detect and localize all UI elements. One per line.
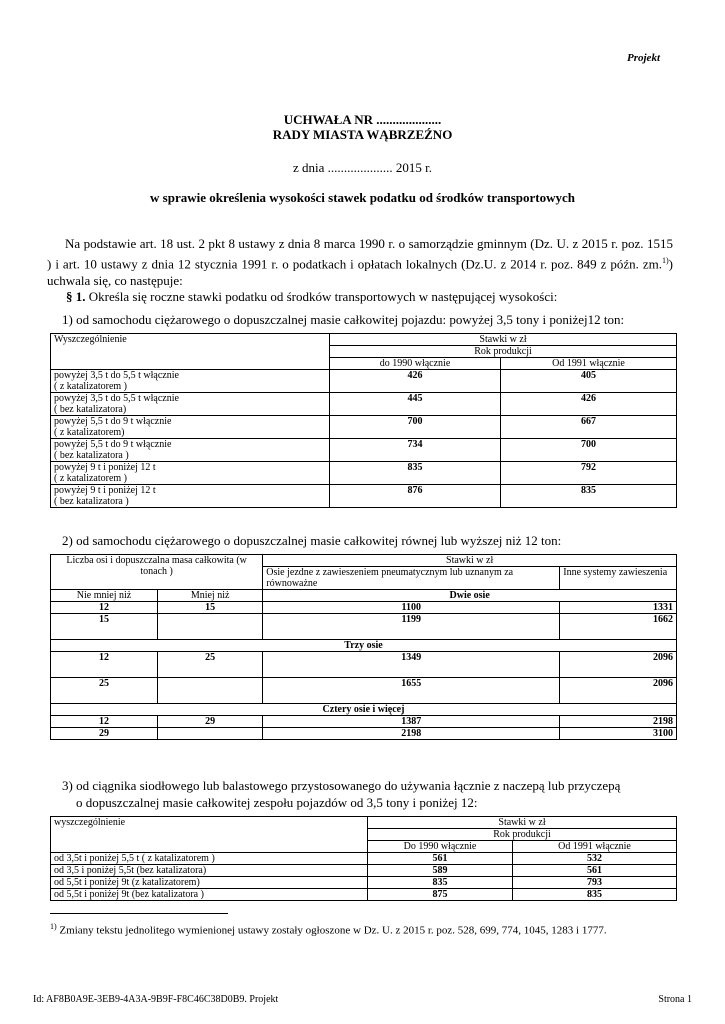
table2-header-axles: Liczba osi i dopuszczalna masa całkowita (w tonach ) — [51, 555, 263, 590]
table-row: 12 29 1387 2198 — [51, 716, 677, 728]
council-name: RADY MIASTA WĄBRZEŹNO — [272, 127, 453, 142]
table3-header-col1: Do 1990 włącznie — [368, 841, 513, 853]
point-2: 2) od samochodu ciężarowego o dopuszczalnej masie całkowitej równej lub wyższej niż 12 ton: — [62, 533, 562, 548]
table1-header-col1: do 1990 włącznie — [330, 358, 501, 370]
table-row: 12 25 1349 2096 — [51, 652, 677, 678]
table-row: powyżej 3,5 t do 5,5 t włącznie ( bez katalizatora) 445 426 — [51, 393, 677, 416]
table2-header-max: Mniej niż — [158, 590, 263, 602]
table2-header-min: Nie mniej niż — [51, 590, 158, 602]
table2-header-pneumatic: Osie jezdne z zawieszeniem pneumatycznym lub uznanym za równoważne — [263, 567, 560, 590]
resolution-subject: w sprawie określenia wysokości stawek podatku od środków transportowych — [150, 190, 575, 205]
table2-header-rates: Stawki w zł — [263, 555, 677, 567]
footnote-ref: 1) — [661, 256, 669, 265]
table-row: powyżej 5,5 t do 9 t włącznie ( bez katalizatora ) 734 700 — [51, 439, 677, 462]
table1-header-desc: Wyszczególnienie — [51, 334, 330, 370]
table-trucks-heavy — [50, 554, 677, 740]
section-two-axles: Dwie osie — [263, 590, 677, 602]
paragraph-1-text: Określa się roczne stawki podatku od środków transportowych w następującej wysokości: — [88, 289, 558, 304]
point-3-continued: o dopuszczalnej masie całkowitej zespołu pojazdów od 3,5 tony i poniżej 12: — [76, 795, 478, 810]
preamble-text: Na podstawie art. 18 ust. 2 pkt 8 ustawy z dnia 8 marca 1990 r. o samorządzie gminnym (Dz. U. z 2015 r. poz. 1515 ) i art. 10 ustawy z dnia 12 stycznia 1991 r. o podatkach i opłatach lokalnych (Dz.U. z 2014 r. poz. 849 z późn. zm. — [47, 236, 673, 272]
point-1: 1) od samochodu ciężarowego o dopuszczalnej masie całkowitej pojazdu: powyżej 3,5 tony i poniżej12 ton: — [62, 312, 625, 327]
document-id: Id: AF8B0A9E-3EB9-4A3A-9B9F-F8C46C38D0B9. Projekt — [33, 994, 279, 1005]
table-row: 29 2198 3100 — [51, 728, 677, 740]
table-row: 15 1199 1662 — [51, 614, 677, 640]
section-four-axles: Cztery osie i więcej — [51, 704, 677, 716]
table-tractors — [50, 816, 677, 901]
table-row: powyżej 9 t i poniżej 12 t ( bez katalizatora ) 876 835 — [51, 485, 677, 508]
table3-header-col2: Od 1991 włącznie — [513, 841, 677, 853]
footnote — [50, 922, 607, 937]
footnote-divider — [50, 913, 228, 914]
table-row: od 3,5t i poniżej 5,5 t ( z katalizatorem ) 561 532 — [51, 853, 677, 865]
table1-header-col2: Od 1991 włącznie — [501, 358, 677, 370]
footnote-mark: 1) — [50, 922, 57, 931]
table-row: powyżej 3,5 t do 5,5 t włącznie ( z katalizatorem ) 426 405 — [51, 370, 677, 393]
resolution-date: z dnia .................... 2015 r. — [292, 160, 432, 175]
preamble — [47, 235, 673, 289]
paragraph-1 — [66, 288, 676, 305]
table-row: od 5,5t i poniżej 9t (z katalizatorem) 835 793 — [51, 877, 677, 889]
table-row: od 5,5t i poniżej 9t (bez katalizatora ) 875 835 — [51, 889, 677, 901]
table1-header-rates: Stawki w zł — [330, 334, 677, 346]
section-three-axles: Trzy osie — [51, 640, 677, 652]
table2-header-other: Inne systemy zawieszenia — [560, 567, 677, 590]
table3-header-year: Rok produkcji — [368, 829, 677, 841]
table-row: powyżej 5,5 t do 9 t włącznie ( z katalizatorem) 700 667 — [51, 416, 677, 439]
table-row: 12 15 1100 1331 — [51, 602, 677, 614]
table1-header-year: Rok produkcji — [330, 346, 677, 358]
table-trucks-light — [50, 333, 677, 508]
footnote-text: Zmiany tekstu jednolitego wymienionej ustawy zostały ogłoszone w Dz. U. z 2015 r. poz. 528, 699, 774, 1045, 1283 i 1777. — [56, 924, 607, 937]
table3-header-desc: wyszczególnienie — [51, 817, 368, 853]
projekt-label: Projekt — [627, 52, 660, 64]
table-row: powyżej 9 t i poniżej 12 t ( z katalizatorem ) 835 792 — [51, 462, 677, 485]
table-row: 25 1655 2096 — [51, 678, 677, 704]
paragraph-mark: § 1. — [66, 289, 86, 304]
point-3: 3) od ciągnika siodłowego lub balastowego przystosowanego do używania łącznie z naczepą lub przyczepą — [62, 778, 621, 793]
table3-header-rates: Stawki w zł — [368, 817, 677, 829]
table-row: od 3,5 i poniżej 5,5t (bez katalizatora) 589 561 — [51, 865, 677, 877]
resolution-number: UCHWAŁA NR .................... — [283, 112, 442, 127]
preamble-end: ) uchwala się, co następuje: — [47, 256, 673, 289]
page-number: Strona 1 — [658, 994, 692, 1005]
